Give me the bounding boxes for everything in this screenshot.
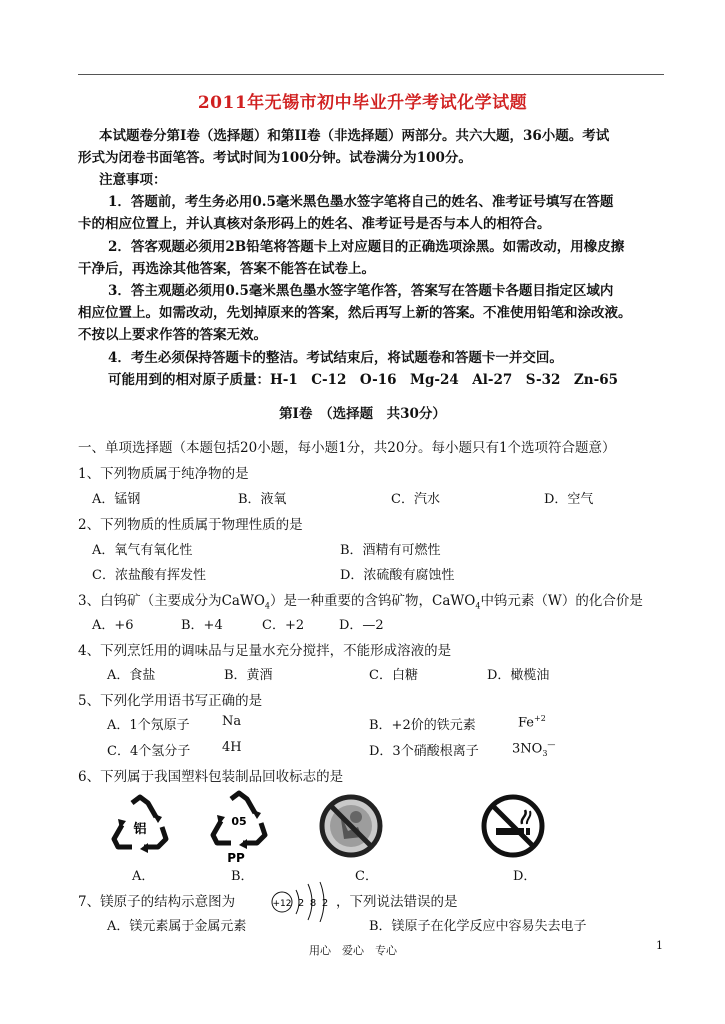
q3-option-b: B．+4 — [181, 618, 223, 633]
recycle-pp-05-icon — [206, 789, 272, 865]
question-7-stem-b: ，下列说法错误的是 — [336, 894, 458, 910]
notice-heading: 注意事项： — [99, 172, 167, 188]
intro-line-1: 本试题卷分第Ⅰ卷（选择题）和第II卷（非选择题）两部分。共六大题，36小题。考试 — [99, 128, 610, 144]
notice-1a: 1．答题前，考生务必用0.5毫米黑色墨水签字笔将自己的姓名、准考证号填写在答题 — [108, 194, 614, 210]
notice-3a: 3．答主观题必须用0.5毫米黑色墨水签字笔作答，答案写在答题卡各题目指定区域内 — [108, 283, 614, 299]
q2-option-a: A．氧气有氧化性 — [92, 543, 193, 558]
question-1-stem: 1、下列物质属于纯净物的是 — [78, 466, 249, 482]
magnesium-atom-structure-diagram — [270, 878, 340, 922]
q1-option-c: C．汽水 — [391, 492, 440, 507]
q3-subscript-1: 4 — [264, 601, 271, 611]
q6-option-b: B． — [231, 869, 254, 884]
q3-option-a: A．+6 — [92, 618, 134, 633]
recycle-pp-label: PP — [227, 851, 245, 865]
q5-option-d-formula — [512, 740, 555, 758]
q4-option-c: C．白糖 — [369, 668, 418, 683]
q5-no3-symbol: 3NO — [512, 741, 543, 757]
q6-option-a: A． — [132, 869, 155, 884]
q5-option-c-formula: 4H — [222, 740, 242, 755]
q5-option-b-formula — [518, 714, 546, 730]
recycle-code-label: 05 — [231, 815, 247, 828]
q6-option-d: D． — [513, 869, 537, 884]
q7-option-b: B．镁原子在化学反应中容易失去电子 — [369, 919, 587, 934]
q1-option-d: D．空气 — [544, 492, 594, 507]
page-number: 1 — [656, 939, 663, 952]
question-6-stem: 6、下列属于我国塑料包装制品回收标志的是 — [78, 769, 344, 785]
atomic-masses: 可能用到的相对原子质量：H-1 C-12 O-16 Mg-24 Al-27 S-32 Zn-65 — [108, 372, 618, 388]
footer-motto: 用心 爱心 专心 — [309, 944, 397, 957]
q3-option-c: C．+2 — [262, 618, 305, 633]
intro-line-2: 形式为闭卷书面笔答。考试时间为100分钟。试卷满分为100分。 — [78, 150, 472, 166]
q5-fe-symbol: Fe — [518, 715, 535, 731]
notice-2a: 2．答客观题必须用2B铅笔将答题卡上对应题目的正确选项涂黑。如需改动，用橡皮擦 — [108, 239, 625, 255]
question-2-stem: 2、下列物质的性质属于物理性质的是 — [78, 517, 303, 533]
q1-option-a: A．锰钢 — [92, 492, 141, 507]
page-title: 2011年无锡市初中毕业升学考试化学试题 — [197, 93, 528, 113]
q3-stem-part-a: 3、白钨矿（主要成分为CaWO — [78, 593, 265, 609]
notice-3c: 不按以上要求作答的答案无效。 — [78, 327, 267, 343]
notice-3b: 相应位置上。如需改动，先划掉原来的答案，然后再写上新的答案。不准使用铅笔和涂改液。 — [78, 305, 632, 321]
recycle-aluminum-label: 铝 — [133, 822, 147, 837]
q5-option-a: A．1个氖原子 — [107, 718, 190, 733]
q3-stem-part-b: ）是一种重要的含钨矿物，CaWO — [270, 593, 476, 609]
q5-no3-charge: — — [547, 740, 556, 749]
nucleus-charge-label: +12 — [272, 899, 292, 909]
part1-heading: 一、单项选择题（本题包括20小题，每小题1分，共20分。每小题只有1个选项符合题意） — [78, 440, 616, 456]
q3-subscript-2: 4 — [475, 601, 481, 611]
q4-option-b: B．黄酒 — [224, 668, 273, 683]
notice-1b: 卡的相应位置上，并认真核对条形码上的姓名、准考证号是否与本人的相符合。 — [78, 216, 551, 232]
section-title: 第Ⅰ卷 （选择题 共30分） — [279, 406, 446, 422]
q5-option-c: C．4个氢分子 — [107, 744, 191, 759]
q1-option-b: B．液氧 — [238, 492, 287, 507]
question-7-stem-a: 7、镁原子的结构示意图为 — [78, 894, 236, 910]
question-3-stem — [78, 589, 643, 611]
q4-option-d: D．橄榄油 — [487, 668, 550, 683]
q3-option-d: D．—2 — [339, 618, 384, 633]
q5-option-d: D．3个硝酸根离子 — [369, 744, 479, 759]
q5-fe-charge: +2 — [534, 714, 546, 723]
q6-option-c: C． — [355, 869, 378, 884]
q5-no3-subscript: 3 — [542, 748, 548, 758]
question-5-stem: 5、下列化学用语书写正确的是 — [78, 693, 263, 709]
q2-option-b: B．酒精有可燃性 — [340, 543, 441, 558]
shell-1-electrons: 2 — [297, 898, 305, 909]
shell-2-electrons: 8 — [309, 898, 317, 909]
no-smoking-icon — [478, 792, 548, 860]
notice-4: 4．考生必须保持答题卡的整洁。考试结束后，将试题卷和答题卡一并交回。 — [108, 350, 563, 366]
q5-option-a-formula: Na — [222, 714, 242, 729]
question-4-stem: 4、下列烹饪用的调味品与足量水充分搅拌，不能形成溶液的是 — [78, 643, 452, 659]
header-rule — [78, 74, 664, 75]
q2-option-c: C．浓盐酸有挥发性 — [92, 568, 206, 583]
recycle-aluminum-icon — [108, 793, 172, 855]
q2-option-d: D．浓硫酸有腐蚀性 — [340, 568, 455, 583]
q4-option-a: A．食盐 — [107, 668, 156, 683]
q5-option-b: B．+2价的铁元素 — [369, 718, 476, 733]
q7-option-a: A．镁元素属于金属元素 — [107, 919, 247, 934]
prohibited-grey-icon — [318, 793, 384, 859]
q3-stem-part-c: 中钨元素（W）的化合价是 — [480, 593, 643, 609]
notice-2b: 干净后，再选涂其他答案，答案不能答在试卷上。 — [78, 261, 375, 277]
shell-3-electrons: 2 — [321, 898, 329, 909]
